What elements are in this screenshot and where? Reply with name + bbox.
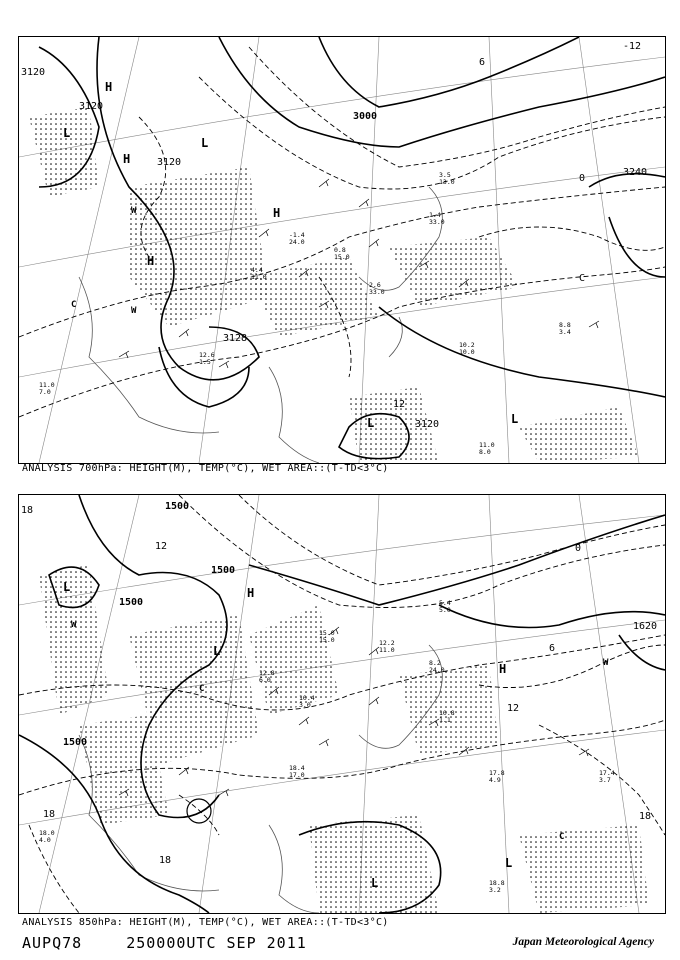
svg-text:5.0: 5.0 [439, 606, 451, 614]
center-marker: L [63, 126, 71, 140]
center-marker: L [511, 412, 519, 426]
svg-text:3.4: 3.4 [559, 328, 571, 336]
svg-text:33.0: 33.0 [429, 218, 445, 226]
isotherms [19, 47, 665, 417]
svg-text:10.2: 10.2 [459, 341, 475, 349]
map-panel-700hpa [18, 36, 666, 464]
svg-text:17.4: 17.4 [599, 769, 615, 777]
svg-text:11.0: 11.0 [39, 381, 55, 389]
height-label: 3120 [79, 101, 104, 112]
center-marker: C [71, 300, 77, 310]
svg-text:4.0: 4.0 [39, 836, 51, 844]
svg-text:5.4: 5.4 [439, 599, 451, 607]
temp-label: -12 [623, 41, 642, 52]
svg-text:3.5: 3.5 [439, 171, 451, 179]
agency-credit: Japan Meteorological Agency [512, 936, 654, 948]
svg-text:17.0: 17.0 [289, 771, 305, 779]
height-label: 3000 [353, 111, 378, 122]
svg-text:7.0: 7.0 [39, 388, 51, 396]
temp-label: 6 [479, 57, 486, 68]
svg-text:4.9: 4.9 [489, 776, 501, 784]
svg-text:3.0: 3.0 [299, 701, 311, 709]
center-marker: H [273, 206, 281, 220]
center-marker: H [123, 152, 131, 166]
wet-areas [29, 107, 639, 463]
center-marker: W [71, 620, 77, 630]
temp-label: 18 [43, 809, 56, 820]
height-label: 3120 [157, 157, 182, 168]
chart-id: AUPQ78 [22, 934, 83, 952]
center-marker: L [201, 136, 209, 150]
height-label: 3240 [623, 167, 648, 178]
svg-text:18.4: 18.4 [289, 764, 305, 772]
center-marker: L [367, 416, 375, 430]
svg-text:15.0: 15.0 [319, 636, 335, 644]
center-marker: H [499, 662, 507, 676]
temp-label: 12 [507, 703, 520, 714]
height-label: 1500 [63, 737, 88, 748]
caption-700hpa: ANALYSIS 700hPa: HEIGHT(M), TEMP(°C), WET AREA::(T-TD<3°C) [22, 463, 389, 474]
center-marker: L [371, 876, 379, 890]
svg-text:24.0: 24.0 [429, 666, 445, 674]
svg-text:12.8: 12.8 [259, 669, 275, 677]
height-label: 1500 [119, 597, 144, 608]
svg-text:11.0: 11.0 [379, 646, 395, 654]
svg-text:18.0: 18.0 [39, 829, 55, 837]
svg-text:11.0: 11.0 [479, 441, 495, 449]
center-marker: L [505, 856, 513, 870]
svg-text:24.0: 24.0 [289, 238, 305, 246]
svg-text:8.2: 8.2 [429, 659, 441, 667]
temp-label: 12 [393, 399, 406, 410]
svg-text:4.4: 4.4 [251, 266, 263, 274]
height-label: 3120 [415, 419, 440, 430]
height-label: 1500 [211, 565, 236, 576]
svg-text:2.6: 2.6 [369, 281, 381, 289]
temp-label: 18 [21, 505, 34, 516]
height-label: 3120 [21, 67, 46, 78]
caption-850hpa: ANALYSIS 850hPa: HEIGHT(M), TEMP(°C), WET AREA::(T-TD<3°C) [22, 917, 389, 928]
temp-label: 0 [579, 173, 586, 184]
center-marker: H [105, 80, 113, 94]
svg-text:11.0: 11.0 [251, 273, 267, 281]
svg-text:8.8: 8.8 [559, 321, 571, 329]
temp-label: 18 [639, 811, 652, 822]
svg-text:0.8: 0.8 [334, 246, 346, 254]
svg-text:15.0: 15.0 [319, 629, 335, 637]
center-marker: H [247, 586, 255, 600]
center-marker: L [213, 644, 221, 658]
center-marker: W [131, 206, 137, 216]
svg-text:15.0: 15.0 [334, 253, 350, 261]
svg-text:3.7: 3.7 [599, 776, 611, 784]
svg-text:1.4: 1.4 [429, 211, 441, 219]
temp-label: 6 [549, 643, 556, 654]
temp-label: 18 [159, 855, 172, 866]
svg-text:1.1: 1.1 [439, 716, 451, 724]
svg-text:10.8: 10.8 [439, 709, 455, 717]
svg-text:6.0: 6.0 [259, 676, 271, 684]
svg-text:12.2: 12.2 [379, 639, 395, 647]
center-marker: C [199, 684, 205, 694]
height-label: 1500 [165, 501, 190, 512]
center-marker: L [63, 580, 71, 594]
center-marker: W [131, 306, 137, 316]
temp-label: 0 [575, 543, 582, 554]
map-panel-850hpa [18, 494, 666, 914]
svg-text:13.0: 13.0 [439, 178, 455, 186]
svg-text:33.0: 33.0 [369, 288, 385, 296]
temp-label: C [579, 273, 586, 284]
wet-areas [39, 565, 652, 913]
svg-text:10.0: 10.0 [459, 348, 475, 356]
svg-text:12.6: 12.6 [199, 351, 215, 359]
map-850hpa [19, 495, 665, 913]
svg-text:8.0: 8.0 [479, 448, 491, 456]
height-label: 1620 [633, 621, 658, 632]
svg-text:1.5: 1.5 [199, 358, 211, 366]
small-low-contour [187, 799, 211, 823]
center-marker: H [147, 254, 155, 268]
svg-text:18.8: 18.8 [489, 879, 505, 887]
height-label: 3128 [223, 333, 248, 344]
center-marker: W [603, 658, 609, 668]
svg-text:10.4: 10.4 [299, 694, 315, 702]
temp-label: 12 [155, 541, 168, 552]
center-marker: C [559, 832, 565, 842]
map-700hpa [19, 37, 665, 463]
chart-footer [22, 934, 341, 952]
chart-datetime: 250000UTC SEP 2011 [126, 934, 307, 952]
svg-text:3.2: 3.2 [489, 886, 501, 894]
svg-text:-1.4: -1.4 [289, 231, 305, 239]
svg-text:17.8: 17.8 [489, 769, 505, 777]
